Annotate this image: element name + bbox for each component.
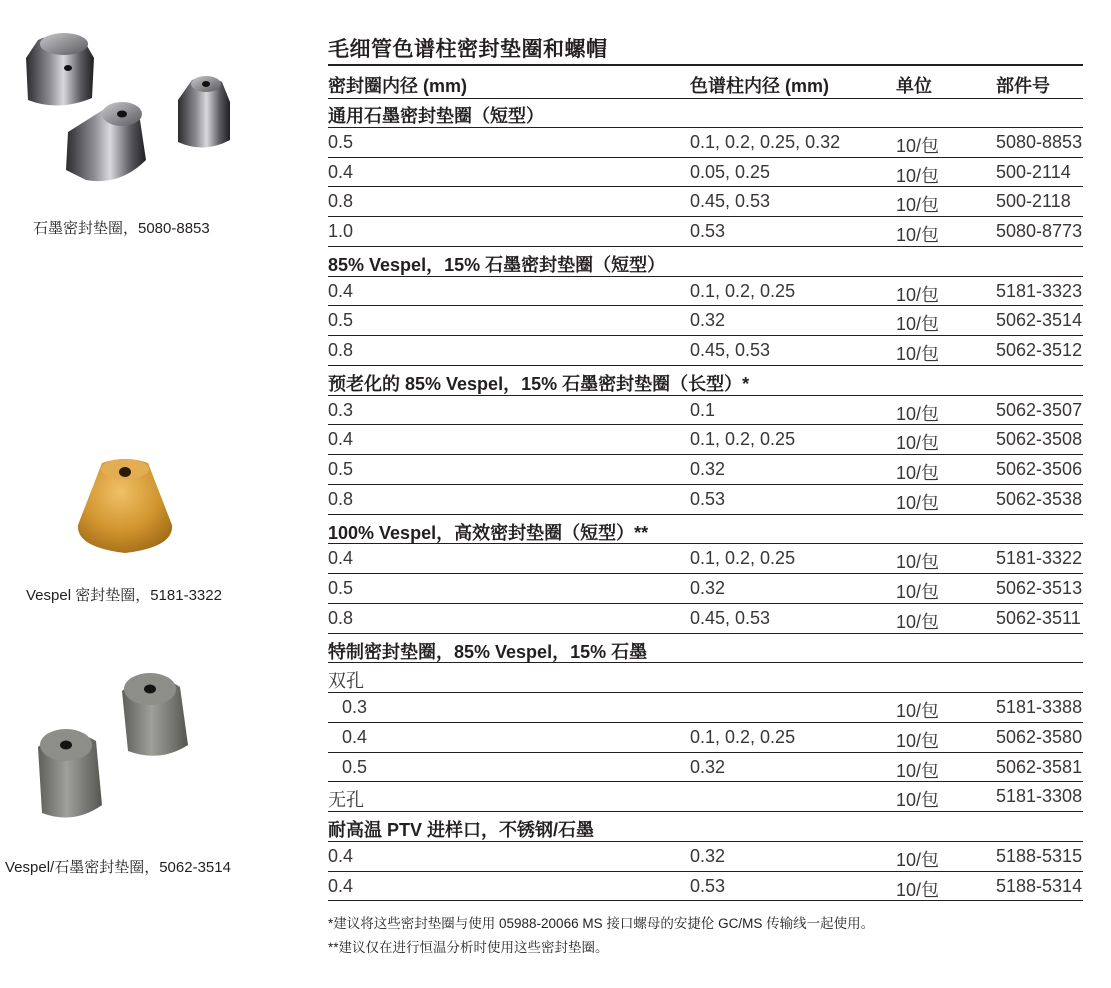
- table-section-row: [328, 366, 1083, 396]
- caption-vespel-ferrule: Vespel 密封垫圈，5181-3322: [26, 587, 222, 604]
- cell-ferrule-id: 0.4: [328, 280, 354, 301]
- graphite-ferrule-photo: [8, 20, 233, 200]
- cell-column-id: 0.32: [690, 578, 726, 598]
- cell-column-id: 0.45, 0.53: [690, 191, 771, 212]
- header-column-id: 色谱柱内径 (mm): [690, 76, 829, 96]
- table-row: [328, 396, 1083, 426]
- cell-unit: 10/包: [896, 582, 940, 602]
- cell-part-number: 5080-8773: [996, 221, 1083, 241]
- cell-part-number: 5181-3308: [996, 786, 1083, 807]
- table-row: [328, 485, 1083, 515]
- group-label: 双孔: [328, 671, 364, 692]
- table-header: [328, 66, 1083, 99]
- product-photos-column: [0, 0, 300, 988]
- table-row: [328, 158, 1083, 188]
- table-row: [328, 306, 1083, 336]
- cell-column-id: 0.1, 0.2, 0.25, 0.32: [690, 131, 841, 152]
- cell-unit: 10/包: [896, 492, 940, 513]
- cell-ferrule-id: 0.8: [328, 191, 354, 212]
- cell-part-number: 5062-3513: [996, 578, 1083, 598]
- cell-unit: 10/包: [896, 463, 940, 483]
- table-row: [328, 753, 1083, 783]
- cell-unit: 10/包: [896, 760, 940, 781]
- cell-ferrule-id: 0.5: [328, 131, 354, 152]
- cell-unit: 10/包: [896, 344, 940, 364]
- cell-unit: 10/包: [896, 284, 940, 305]
- section-label: 耐高温 PTV 进样口，不锈钢/石墨: [328, 820, 595, 840]
- cell-column-id: 0.53: [690, 221, 726, 241]
- cell-column-id: 0.53: [690, 488, 726, 509]
- table-row: [328, 872, 1083, 902]
- table-row: [328, 842, 1083, 872]
- table-row: [328, 128, 1083, 158]
- cell-column-id: 0.32: [690, 845, 726, 866]
- cell-ferrule-id: 0.3: [328, 399, 354, 420]
- cell-column-id: 0.1, 0.2, 0.25: [690, 429, 796, 450]
- cell-column-id: 0.32: [690, 756, 726, 777]
- cell-ferrule-id: 0.4: [328, 548, 354, 569]
- cell-part-number: 5188-5315: [996, 845, 1083, 866]
- footnote-1: *建议将这些密封垫圈与使用 05988-20066 MS 接口螺母的安捷伦 GC/MS 传输线一起使用。: [328, 916, 875, 931]
- cell-part-number: 5181-3322: [996, 548, 1083, 569]
- cell-column-id: 0.32: [690, 459, 726, 479]
- cell-part-number: 5181-3388: [996, 697, 1083, 717]
- table-row: [328, 604, 1083, 634]
- table-section-row: [328, 247, 1083, 277]
- cell-ferrule-id: 0.8: [328, 607, 354, 628]
- table-section-row: [328, 515, 1083, 545]
- header-part-number: 部件号: [996, 76, 1050, 96]
- footnote-2: **建议仅在进行恒温分析时使用这些密封垫圈。: [328, 940, 609, 955]
- table-row: [328, 723, 1083, 753]
- cell-part-number: 5181-3323: [996, 280, 1083, 301]
- table-row: [328, 782, 1083, 812]
- section-label: 100% Vespel，高效密封垫圈（短型）**: [328, 522, 649, 543]
- cell-unit: 10/包: [896, 225, 940, 245]
- cell-ferrule-id: 0.4: [342, 726, 368, 747]
- cell-column-id: 0.53: [690, 875, 726, 896]
- header-ferrule-id: 密封圈内径 (mm): [328, 76, 467, 96]
- cell-unit: 10/包: [896, 701, 940, 721]
- section-label: 预老化的 85% Vespel，15% 石墨密封垫圈（长型）*: [328, 373, 750, 394]
- header-unit: 单位: [896, 76, 932, 96]
- table-row: [328, 574, 1083, 604]
- cell-part-number: 5062-3507: [996, 399, 1083, 420]
- cell-unit: 10/包: [896, 433, 940, 454]
- cell-part-number: 5062-3506: [996, 459, 1083, 479]
- cell-part-number: 5062-3581: [996, 756, 1083, 777]
- caption-vespel-graphite-ferrule: Vespel/石墨密封垫圈，5062-3514: [5, 859, 231, 876]
- table-group-row: [328, 663, 1083, 693]
- cell-part-number: 5188-5314: [996, 875, 1083, 896]
- cell-part-number: 5062-3580: [996, 726, 1083, 747]
- table-section-row: [328, 98, 1083, 128]
- cell-unit: 10/包: [896, 165, 940, 186]
- vespel-graphite-ferrule-photo: [30, 665, 200, 835]
- cell-unit: 10/包: [896, 552, 940, 573]
- table-row: [328, 217, 1083, 247]
- cell-unit: 10/包: [896, 790, 940, 811]
- cell-unit: 10/包: [896, 849, 940, 870]
- footnotes: [328, 912, 1088, 960]
- cell-unit: 10/包: [896, 135, 940, 156]
- cell-ferrule-id: 0.5: [328, 459, 354, 479]
- cell-part-number: 5080-8853: [996, 131, 1083, 152]
- cell-ferrule-id: 0.3: [342, 697, 368, 717]
- cell-part-number: 5062-3538: [996, 488, 1083, 509]
- cell-ferrule-id: 无孔: [328, 790, 364, 811]
- cell-column-id: 0.1, 0.2, 0.25: [690, 726, 796, 747]
- cell-ferrule-id: 0.4: [328, 161, 354, 182]
- caption-graphite-ferrule: 石墨密封垫圈，5080-8853: [33, 220, 210, 237]
- cell-unit: 10/包: [896, 403, 940, 424]
- section-label: 85% Vespel，15% 石墨密封垫圈（短型）: [328, 254, 666, 275]
- table-row: [328, 425, 1083, 455]
- cell-ferrule-id: 0.4: [328, 429, 354, 450]
- cell-part-number: 5062-3508: [996, 429, 1083, 450]
- table-row: [328, 544, 1083, 574]
- table-row: [328, 277, 1083, 307]
- cell-column-id: 0.32: [690, 310, 726, 331]
- cell-unit: 10/包: [896, 195, 940, 216]
- cell-column-id: 0.05, 0.25: [690, 161, 771, 182]
- cell-unit: 10/包: [896, 611, 940, 632]
- table-row: [328, 693, 1083, 723]
- cell-column-id: 0.45, 0.53: [690, 340, 771, 360]
- cell-column-id: 0.45, 0.53: [690, 607, 771, 628]
- vespel-ferrule-photo: [70, 455, 180, 560]
- cell-ferrule-id: 0.5: [328, 578, 354, 598]
- table-section-row: [328, 812, 1083, 842]
- table-title: 毛细管色谱柱密封垫圈和螺帽: [328, 38, 608, 61]
- cell-unit: 10/包: [896, 730, 940, 751]
- cell-part-number: 500-2114: [996, 161, 1071, 182]
- cell-ferrule-id: 0.8: [328, 340, 354, 360]
- table-row: [328, 336, 1083, 366]
- cell-ferrule-id: 1.0: [328, 221, 354, 241]
- cell-part-number: 5062-3514: [996, 310, 1083, 331]
- cell-unit: 10/包: [896, 879, 940, 900]
- cell-unit: 10/包: [896, 314, 940, 335]
- cell-ferrule-id: 0.8: [328, 488, 354, 509]
- cell-ferrule-id: 0.4: [328, 875, 354, 896]
- cell-ferrule-id: 0.4: [328, 845, 354, 866]
- section-label: 通用石墨密封垫圈（短型）: [328, 106, 544, 126]
- cell-column-id: 0.1, 0.2, 0.25: [690, 548, 796, 569]
- cell-column-id: 0.1, 0.2, 0.25: [690, 280, 796, 301]
- table-section-row: [328, 634, 1083, 664]
- table-body: [328, 98, 1083, 901]
- section-label: 特制密封垫圈，85% Vespel，15% 石墨: [328, 641, 648, 662]
- table-row: [328, 187, 1083, 217]
- cell-part-number: 5062-3512: [996, 340, 1083, 360]
- cell-part-number: 5062-3511: [996, 607, 1081, 628]
- cell-column-id: 0.1: [690, 399, 716, 420]
- cell-ferrule-id: 0.5: [328, 310, 354, 331]
- table-row: [328, 455, 1083, 485]
- cell-part-number: 500-2118: [996, 191, 1071, 212]
- cell-ferrule-id: 0.5: [342, 756, 368, 777]
